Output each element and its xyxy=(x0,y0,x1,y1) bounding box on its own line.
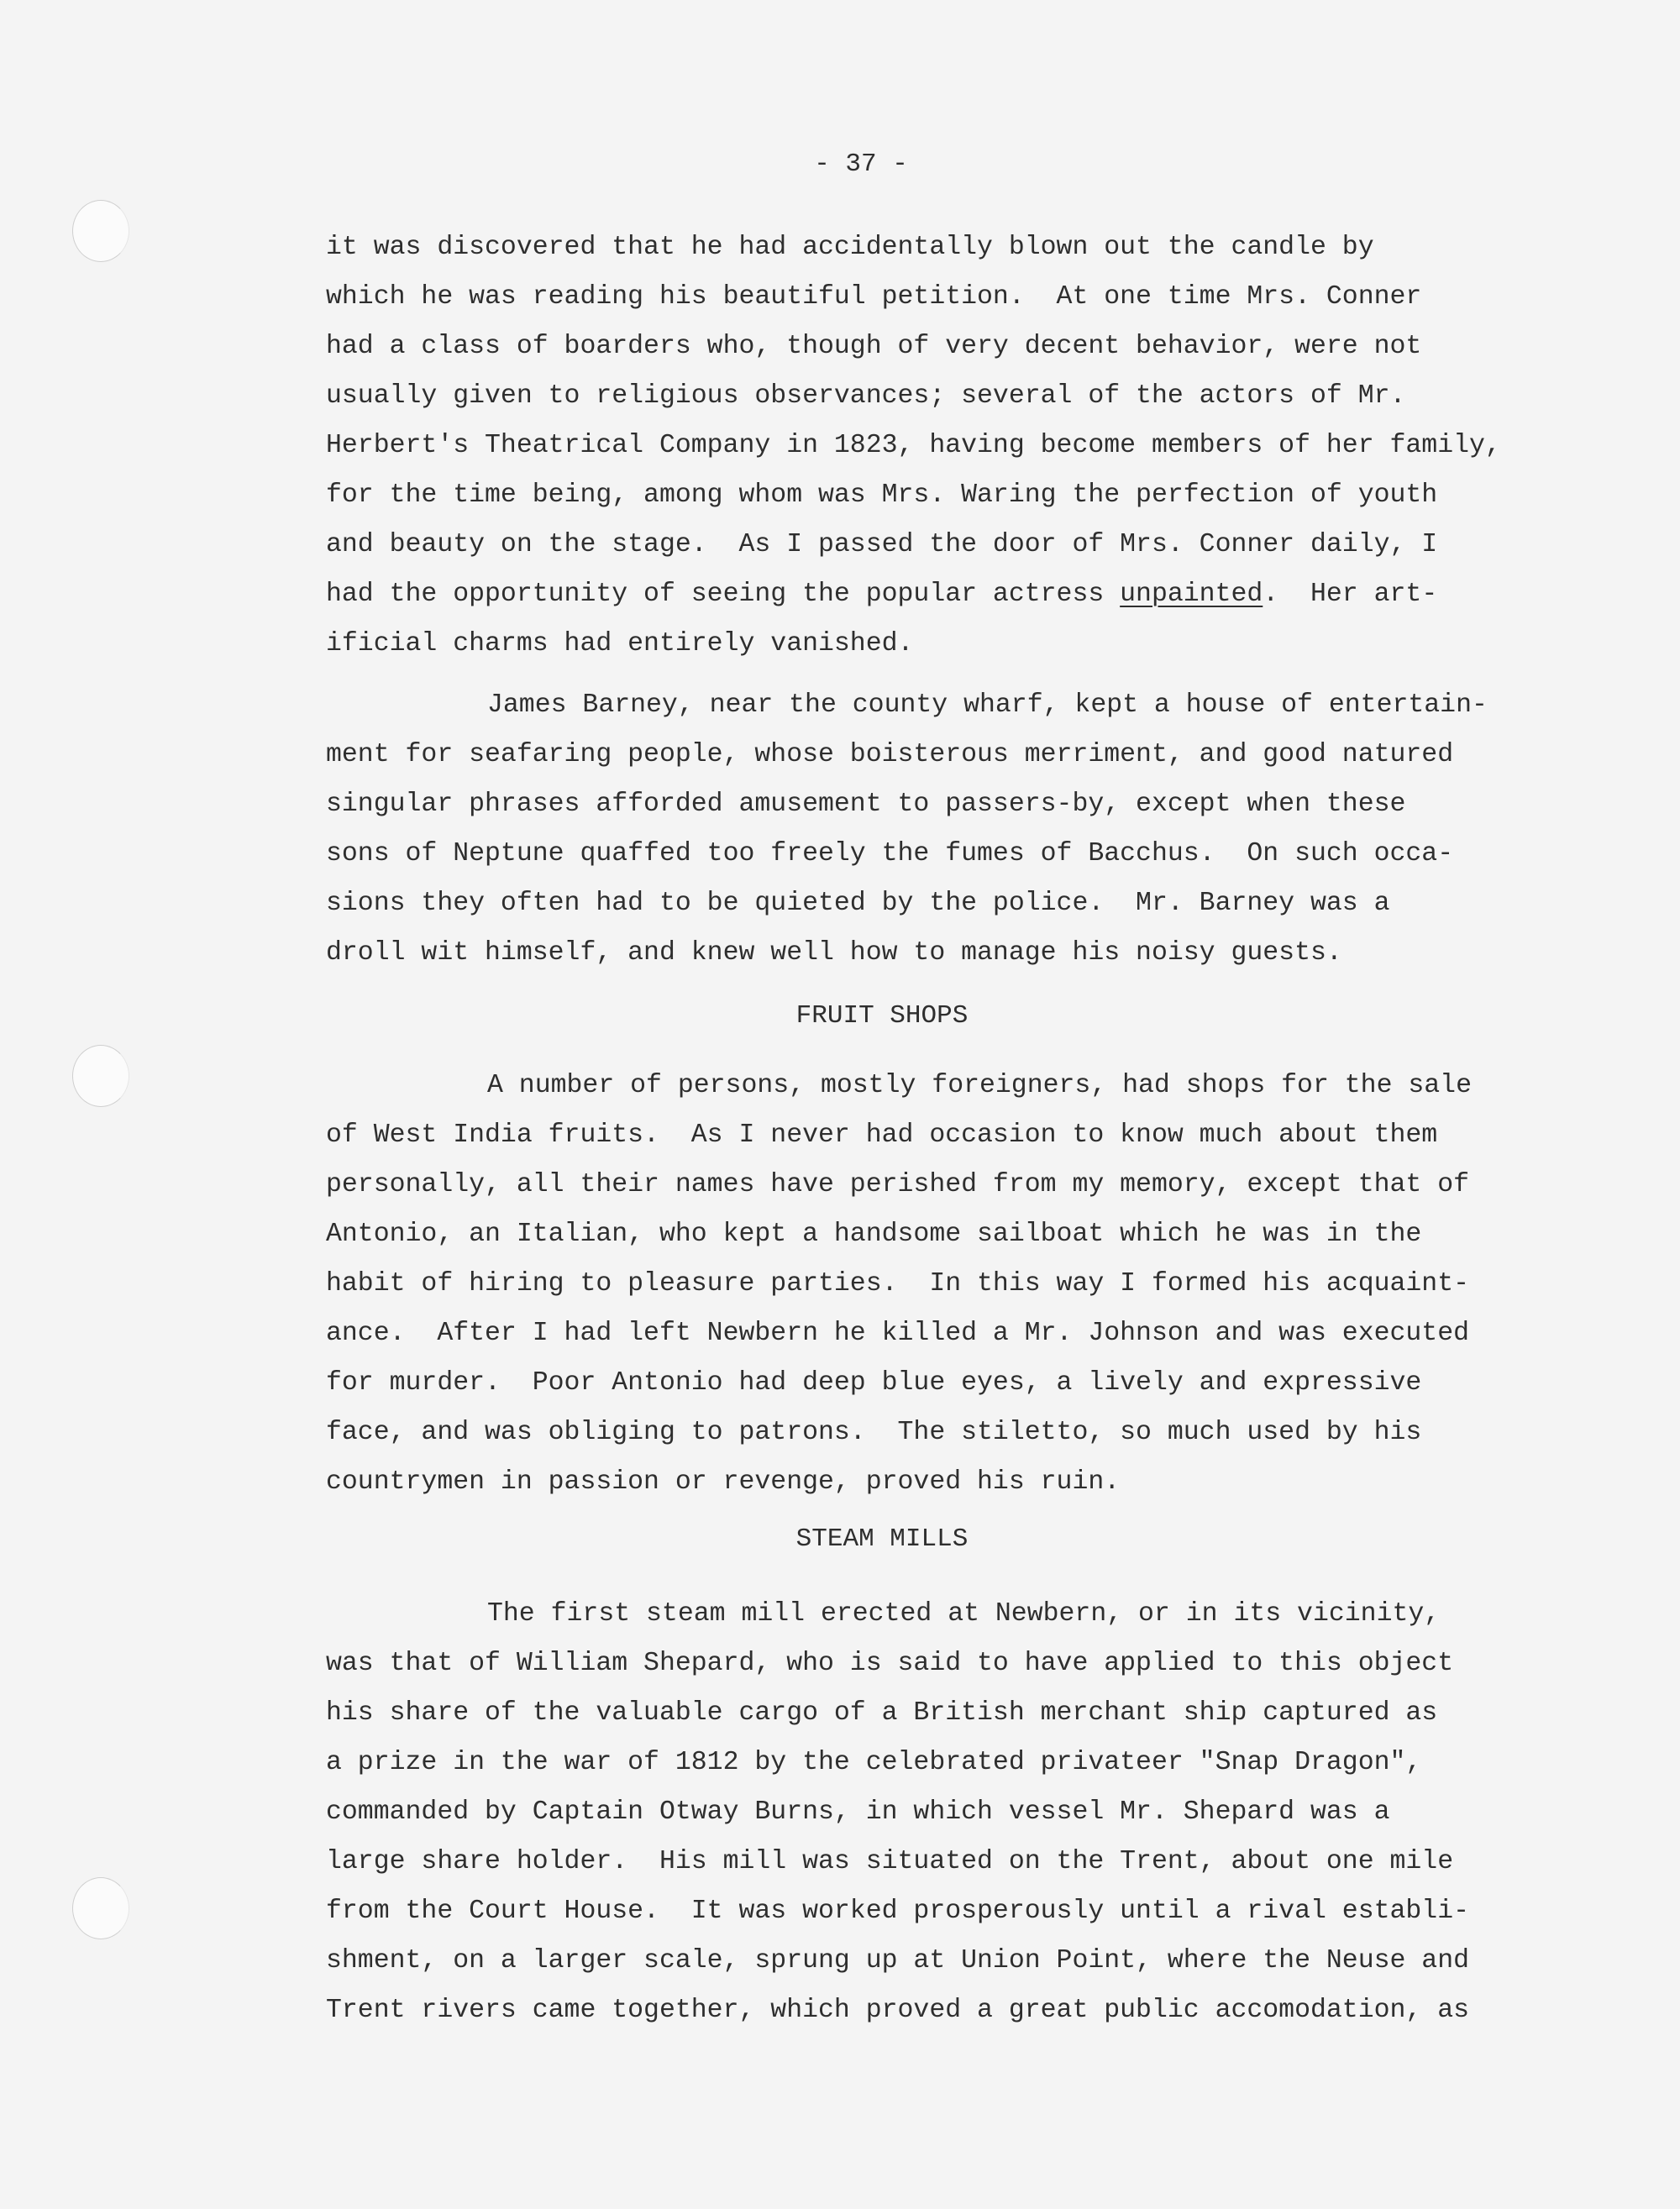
text-line: Trent rivers came together, which proved a great public accomodation, as xyxy=(326,1996,1470,2025)
paragraph-4 xyxy=(326,1589,1469,2035)
punch-hole xyxy=(72,200,129,262)
section-heading-fruit-shops: FRUIT SHOPS xyxy=(795,1001,969,1031)
paragraph-3 xyxy=(326,1061,1472,1507)
paragraph-1 xyxy=(326,223,1501,669)
text-line: The first steam mill erected at Newbern, or in its vicinity, xyxy=(487,1599,1441,1629)
text-line: habit of hiring to pleasure parties. In this way I formed his acquaint- xyxy=(326,1269,1470,1299)
punch-hole xyxy=(72,1877,129,1939)
text-line: personally, all their names have perished from my memory, except that of xyxy=(326,1170,1470,1199)
text: . Her art- xyxy=(1263,580,1438,609)
punch-hole xyxy=(72,1045,129,1107)
page-number: - 37 - xyxy=(814,150,908,179)
text-line: ance. After I had left Newbern he killed a Mr. Johnson and was executed xyxy=(326,1319,1470,1348)
text-line: sons of Neptune quaffed too freely the fumes of Bacchus. On such occa- xyxy=(326,839,1454,868)
text-line: had a class of boarders who, though of very decent behavior, were not xyxy=(326,332,1422,361)
text-line: sions they often had to be quieted by the police. Mr. Barney was a xyxy=(326,889,1390,918)
text-line xyxy=(326,569,1501,619)
text-line: for the time being, among whom was Mrs. Waring the perfection of youth xyxy=(326,480,1438,510)
text-line: face, and was obliging to patrons. The stiletto, so much used by his xyxy=(326,1418,1422,1447)
text-line: Herbert's Theatrical Company in 1823, having become members of her family, xyxy=(326,431,1501,460)
text-line: countrymen in passion or revenge, proved his ruin. xyxy=(326,1467,1121,1497)
text-line: shment, on a larger scale, sprung up at Union Point, where the Neuse and xyxy=(326,1946,1470,1976)
text-line: for murder. Poor Antonio had deep blue eyes, a lively and expressive xyxy=(326,1368,1422,1398)
paragraph-2 xyxy=(326,680,1488,978)
text-line: commanded by Captain Otway Burns, in which vessel Mr. Shepard was a xyxy=(326,1797,1390,1827)
text-line: usually given to religious observances; several of the actors of Mr. xyxy=(326,381,1406,411)
text-line: ificial charms had entirely vanished. xyxy=(326,629,914,659)
text-line: droll wit himself, and knew well how to manage his noisy guests. xyxy=(326,938,1342,968)
text-line: it was discovered that he had accidentally blown out the candle by xyxy=(326,233,1374,262)
text: had the opportunity of seeing the popular actress xyxy=(326,580,1121,609)
text-line: of West India fruits. As I never had occasion to know much about them xyxy=(326,1120,1438,1150)
text-line: which he was reading his beautiful petition. At one time Mrs. Conner xyxy=(326,282,1422,312)
text-line: and beauty on the stage. As I passed the door of Mrs. Conner daily, I xyxy=(326,530,1438,559)
text-line: singular phrases afforded amusement to passers-by, except when these xyxy=(326,790,1406,819)
section-heading-steam-mills: STEAM MILLS xyxy=(795,1524,969,1554)
text-line: a prize in the war of 1812 by the celebrated privateer "Snap Dragon", xyxy=(326,1748,1422,1777)
text-line: from the Court House. It was worked prosperously until a rival establi- xyxy=(326,1897,1470,1926)
text-line: his share of the valuable cargo of a British merchant ship captured as xyxy=(326,1698,1438,1728)
text-line: was that of William Shepard, who is said to have applied to this object xyxy=(326,1649,1454,1678)
text-line: A number of persons, mostly foreigners, had shops for the sale xyxy=(487,1071,1472,1100)
text-line: ment for seafaring people, whose boisterous merriment, and good natured xyxy=(326,740,1454,769)
text-line: James Barney, near the county wharf, kept a house of entertain- xyxy=(487,690,1488,720)
text-line: Antonio, an Italian, who kept a handsome sailboat which he was in the xyxy=(326,1220,1422,1249)
underlined-word: unpainted xyxy=(1120,580,1263,609)
text-line: large share holder. His mill was situated on the Trent, about one mile xyxy=(326,1847,1454,1876)
